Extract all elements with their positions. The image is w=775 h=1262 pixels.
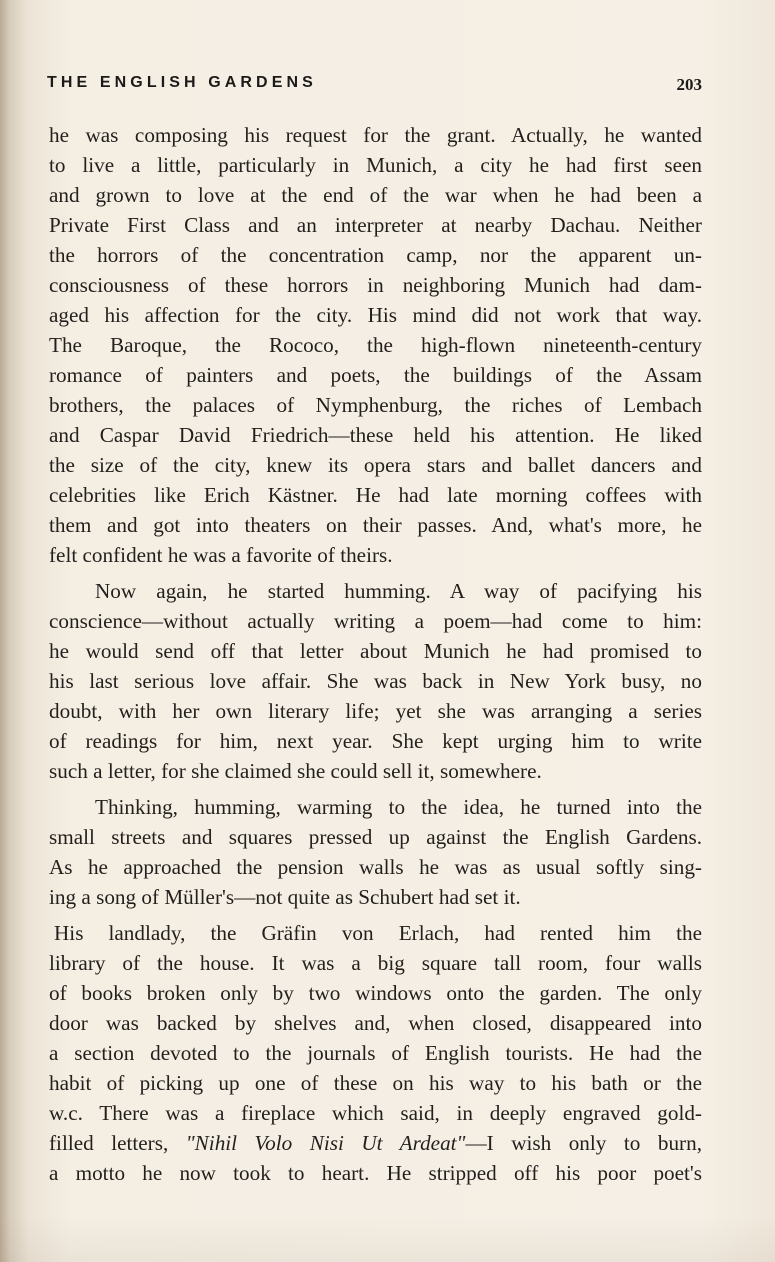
text-line: doubt, with her own literary life; yet she was arranging a series (49, 699, 702, 723)
text-line: door was backed by shelves and, when closed, disappeared into (49, 1011, 702, 1035)
text-line: such a letter, for she claimed she could sell it, somewhere. (49, 759, 542, 783)
text-line: he would send off that letter about Munich he had promised to (49, 639, 702, 663)
text-line: the horrors of the concentration camp, nor the apparent un- (49, 243, 702, 267)
text-line: consciousness of these horrors in neighboring Munich had dam- (49, 273, 702, 297)
text-line: Thinking, humming, warming to the idea, he turned into the (95, 795, 702, 819)
page-number: 203 (676, 75, 702, 94)
text-line-motto (49, 1128, 702, 1158)
text-line: brothers, the palaces of Nymphenburg, the riches of Lembach (49, 393, 702, 417)
running-head (47, 74, 702, 100)
text-line: a motto he now took to heart. He stripped off his poor poet's (49, 1161, 702, 1185)
text-line: habit of picking up one of these on his way to his bath or the (49, 1071, 702, 1095)
text-line: w.c. There was a fireplace which said, in deeply engraved gold- (49, 1101, 702, 1125)
running-title: THE ENGLISH GARDENS (47, 74, 317, 91)
text-line: and grown to love at the end of the war when he had been a (49, 183, 702, 207)
page-bottom-shade (0, 1215, 775, 1262)
text-after-motto: —I wish only to burn, (465, 1131, 702, 1155)
text-line: Private First Class and an interpreter at nearby Dachau. Neither (49, 213, 702, 237)
text-line: his last serious love affair. She was back in New York busy, no (49, 669, 702, 693)
text-line: the size of the city, knew its opera stars and ballet dancers and (49, 453, 702, 477)
text-line: ing a song of Müller's—not quite as Schubert had set it. (49, 885, 521, 909)
text-line: small streets and squares pressed up against the English Gardens. (49, 825, 702, 849)
text-line: His landlady, the Gräfin von Erlach, had rented him the (54, 921, 702, 945)
text-line: of books broken only by two windows onto the garden. The only (49, 981, 702, 1005)
text-line: conscience—without actually writing a poem—had come to him: (49, 609, 702, 633)
text-line: The Baroque, the Rococo, the high-flown nineteenth-century (49, 333, 702, 357)
latin-motto: "Nihil Volo Nisi Ut Ardeat" (185, 1131, 466, 1155)
text-line: Now again, he started humming. A way of pacifying his (95, 579, 702, 603)
text-line: of readings for him, next year. She kept urging him to write (49, 729, 702, 753)
text-before-motto: filled letters, (49, 1131, 186, 1155)
text-line: them and got into theaters on their passes. And, what's more, he (49, 513, 702, 537)
text-line: a section devoted to the journals of English tourists. He had the (49, 1041, 702, 1065)
text-line: and Caspar David Friedrich—these held his attention. He liked (49, 423, 702, 447)
text-line: As he approached the pension walls he was as usual softly sing- (49, 855, 702, 879)
text-line: celebrities like Erich Kästner. He had late morning coffees with (49, 483, 702, 507)
text-line: he was composing his request for the grant. Actually, he wanted (49, 123, 702, 147)
text-line: to live a little, particularly in Munich, a city he had first seen (49, 153, 702, 177)
text-line: library of the house. It was a big square tall room, four walls (49, 951, 702, 975)
text-line: aged his affection for the city. His mind did not work that way. (49, 303, 702, 327)
text-line: romance of painters and poets, the buildings of the Assam (49, 363, 702, 387)
text-line: felt confident he was a favorite of theirs. (49, 543, 393, 567)
body-text (49, 120, 702, 1188)
